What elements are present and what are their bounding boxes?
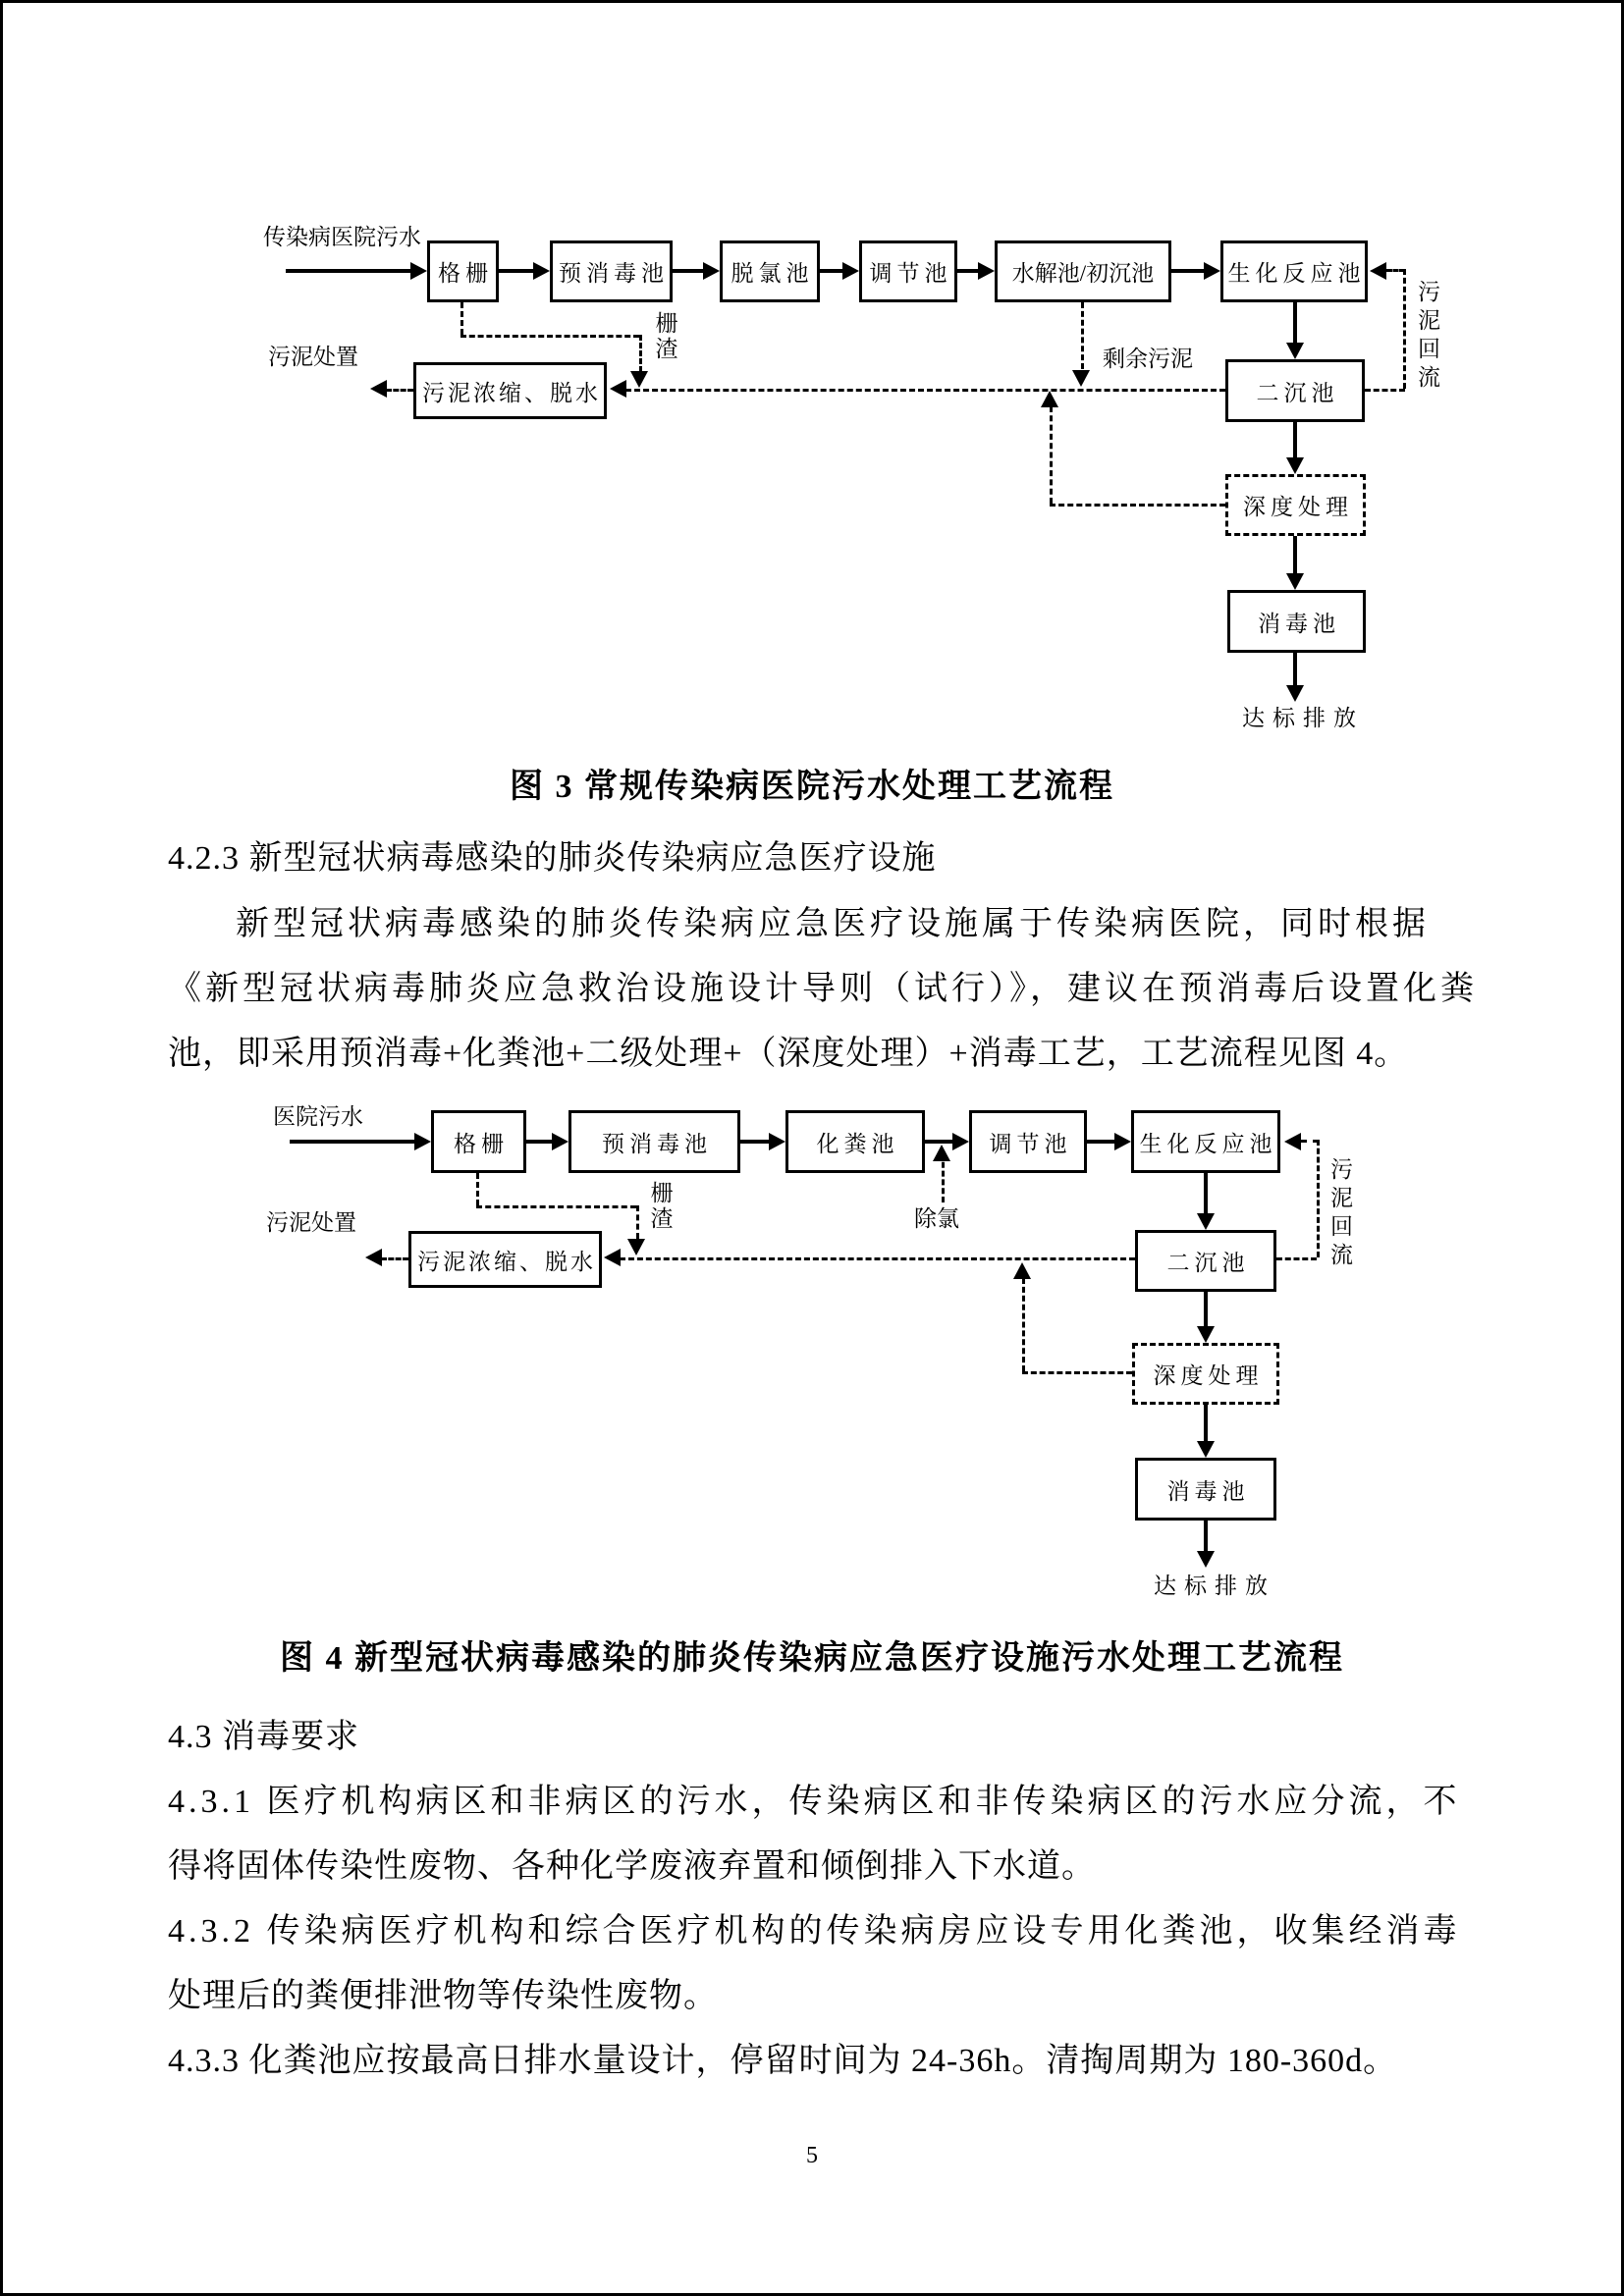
fig4-node-bio-reaction: 生化反应池 [1131, 1110, 1280, 1173]
arrowhead-left [365, 1249, 382, 1266]
fig3-screenings-label: 栅渣 [655, 311, 678, 361]
dashed-line [381, 1257, 408, 1260]
flow-line [820, 269, 842, 273]
fig3-sludge-return-label: 污泥回流 [1415, 280, 1439, 394]
flow-line [1171, 269, 1204, 273]
figure4-caption: 图 4 新型冠状病毒感染的肺炎传染病应急医疗设施污水处理工艺流程 [280, 1640, 1344, 1677]
fig4-dechlorine-label: 除氯 [914, 1206, 959, 1231]
fig3-node-advanced-treatment: 深度处理 [1225, 474, 1366, 536]
dashed-line [636, 1205, 639, 1239]
dashed-line [620, 1257, 1135, 1260]
arrowhead-down [1286, 343, 1304, 359]
arrowhead-left [370, 380, 387, 398]
fig4-node-regulating: 调节池 [969, 1110, 1087, 1173]
fig3-node-pre-disinfection: 预消毒池 [550, 240, 673, 302]
arrowhead-left [610, 380, 626, 398]
arrowhead-down [1286, 457, 1304, 474]
paragraph-line: 4.3.3 化粪池应按最高日排水量设计，停留时间为 24-36h。清掏周期为 180-360d。 [168, 2043, 1398, 2079]
arrowhead-down [630, 371, 648, 388]
dashed-line [1365, 389, 1405, 392]
arrowhead-down [1197, 1441, 1215, 1458]
flow-line [1087, 1140, 1116, 1144]
fig4-node-advanced-treatment: 深度处理 [1132, 1343, 1279, 1405]
fig3-node-grating: 格栅 [427, 240, 499, 302]
paragraph-line: 得将固体传染性废物、各种化学废液弃置和倾倒排入下水道。 [168, 1848, 1096, 1885]
arrowhead-up [1041, 391, 1058, 407]
flow-line [1293, 653, 1297, 686]
paragraph-line: 处理后的粪便排泄物等传染性废物。 [168, 1978, 718, 2014]
arrowhead-right [414, 1133, 431, 1150]
paragraph-line: 池，即采用预消毒+化粪池+二级处理+（深度处理）+消毒工艺，工艺流程见图 4。 [168, 1036, 1409, 1072]
arrowhead-right [842, 262, 859, 280]
arrowhead-left [1370, 262, 1386, 280]
fig4-node-disinfection: 消毒池 [1135, 1458, 1276, 1521]
flow-line [286, 269, 410, 273]
flow-line [1204, 1292, 1208, 1326]
flow-line [1204, 1521, 1208, 1551]
arrowhead-right [769, 1133, 785, 1150]
arrowhead-down [627, 1239, 645, 1255]
flow-line [290, 1140, 416, 1144]
fig4-source-label: 医院污水 [273, 1104, 363, 1129]
dashed-line [386, 389, 413, 392]
fig3-node-disinfection: 消毒池 [1227, 590, 1366, 653]
fig4-sludge-return-label: 污泥回流 [1327, 1157, 1352, 1271]
flow-line [1204, 1173, 1208, 1213]
flow-line [1293, 422, 1297, 458]
arrowhead-left [1284, 1133, 1301, 1150]
fig4-discharge-label: 达标排放 [1154, 1574, 1275, 1598]
heading-4-2-3: 4.2.3 新型冠状病毒感染的肺炎传染病应急医疗设施 [168, 840, 937, 877]
arrowhead-up [1013, 1262, 1031, 1279]
arrowhead-right [410, 262, 427, 280]
dashed-line [625, 389, 1225, 392]
fig3-node-dechlorination: 脱氯池 [720, 240, 820, 302]
paragraph-line: 4.3.2 传染病医疗机构和综合医疗机构的传染病房应设专用化粪池，收集经消毒 [168, 1913, 1461, 1949]
dashed-line [1317, 1140, 1320, 1257]
fig3-node-secondary-sedimentation: 二沉池 [1225, 359, 1365, 422]
fig4-node-secondary-sedimentation: 二沉池 [1135, 1230, 1276, 1292]
flow-line [1293, 302, 1297, 344]
flow-line [673, 269, 703, 273]
arrowhead-right [1114, 1133, 1131, 1150]
fig4-node-sludge-dewatering: 污泥浓缩、脱水 [408, 1231, 602, 1288]
figure3-caption: 图 3 常规传染病医院污水处理工艺流程 [510, 769, 1114, 805]
flow-line [925, 1140, 954, 1144]
dashed-line [1050, 504, 1225, 507]
arrowhead-down [1197, 1213, 1215, 1230]
flow-line [1293, 536, 1297, 574]
fig3-node-hydrolysis: 水解池/初沉池 [995, 240, 1171, 302]
arrowhead-down [1197, 1551, 1215, 1568]
fig3-source-label: 传染病医院污水 [263, 225, 421, 249]
arrowhead-right [952, 1133, 969, 1150]
page-number: 5 [806, 2143, 818, 2168]
arrowhead-down [1286, 573, 1304, 590]
fig3-sludge-disposal-label: 污泥处置 [268, 345, 358, 369]
fig4-node-septic: 化粪池 [785, 1110, 925, 1173]
dashed-line [460, 302, 463, 335]
dashed-line [1081, 302, 1084, 369]
dashed-line [1022, 1278, 1025, 1371]
fig4-node-grating: 格栅 [431, 1110, 526, 1173]
fig3-node-sludge-dewatering: 污泥浓缩、脱水 [413, 362, 607, 419]
dashed-line [1050, 406, 1053, 504]
dashed-line [1403, 269, 1406, 389]
dashed-line [476, 1205, 636, 1208]
dashed-line [476, 1173, 479, 1205]
fig3-excess-sludge-label: 剩余污泥 [1103, 347, 1193, 371]
arrowhead-right [978, 262, 995, 280]
fig4-node-pre-disinfection: 预消毒池 [568, 1110, 740, 1173]
dashed-line [1276, 1257, 1317, 1260]
fig3-node-bio-reaction: 生化反应池 [1220, 240, 1368, 302]
arrowhead-right [533, 262, 550, 280]
arrowhead-left [604, 1249, 621, 1266]
dashed-line [639, 335, 642, 372]
arrowhead-up [933, 1145, 950, 1161]
arrowhead-down [1197, 1326, 1215, 1343]
flow-line [1204, 1405, 1208, 1441]
fig4-screenings-label: 栅渣 [650, 1181, 674, 1231]
flow-line [740, 1140, 771, 1144]
dashed-line [460, 335, 639, 338]
paragraph-line: 新型冠状病毒感染的肺炎传染病应急医疗设施属于传染病医院，同时根据 [236, 906, 1430, 942]
arrowhead-down [1286, 685, 1304, 702]
fig4-sludge-disposal-label: 污泥处置 [266, 1210, 356, 1235]
flow-line [499, 269, 533, 273]
arrowhead-right [1204, 262, 1220, 280]
arrowhead-right [703, 262, 720, 280]
arrowhead-right [552, 1133, 568, 1150]
fig3-discharge-label: 达标排放 [1242, 706, 1364, 730]
flow-line [957, 269, 978, 273]
heading-4-3: 4.3 消毒要求 [168, 1719, 359, 1755]
dashed-line [1022, 1371, 1132, 1374]
paragraph-line: 4.3.1 医疗机构病区和非病区的污水，传染病区和非传染病区的污水应分流，不 [168, 1784, 1461, 1820]
arrowhead-down [1072, 370, 1090, 387]
paragraph-line: 《新型冠状病毒肺炎应急救治设施设计导则（试行）》，建议在预消毒后设置化粪 [168, 971, 1478, 1007]
flow-line [526, 1140, 554, 1144]
fig3-node-regulating: 调节池 [859, 240, 957, 302]
